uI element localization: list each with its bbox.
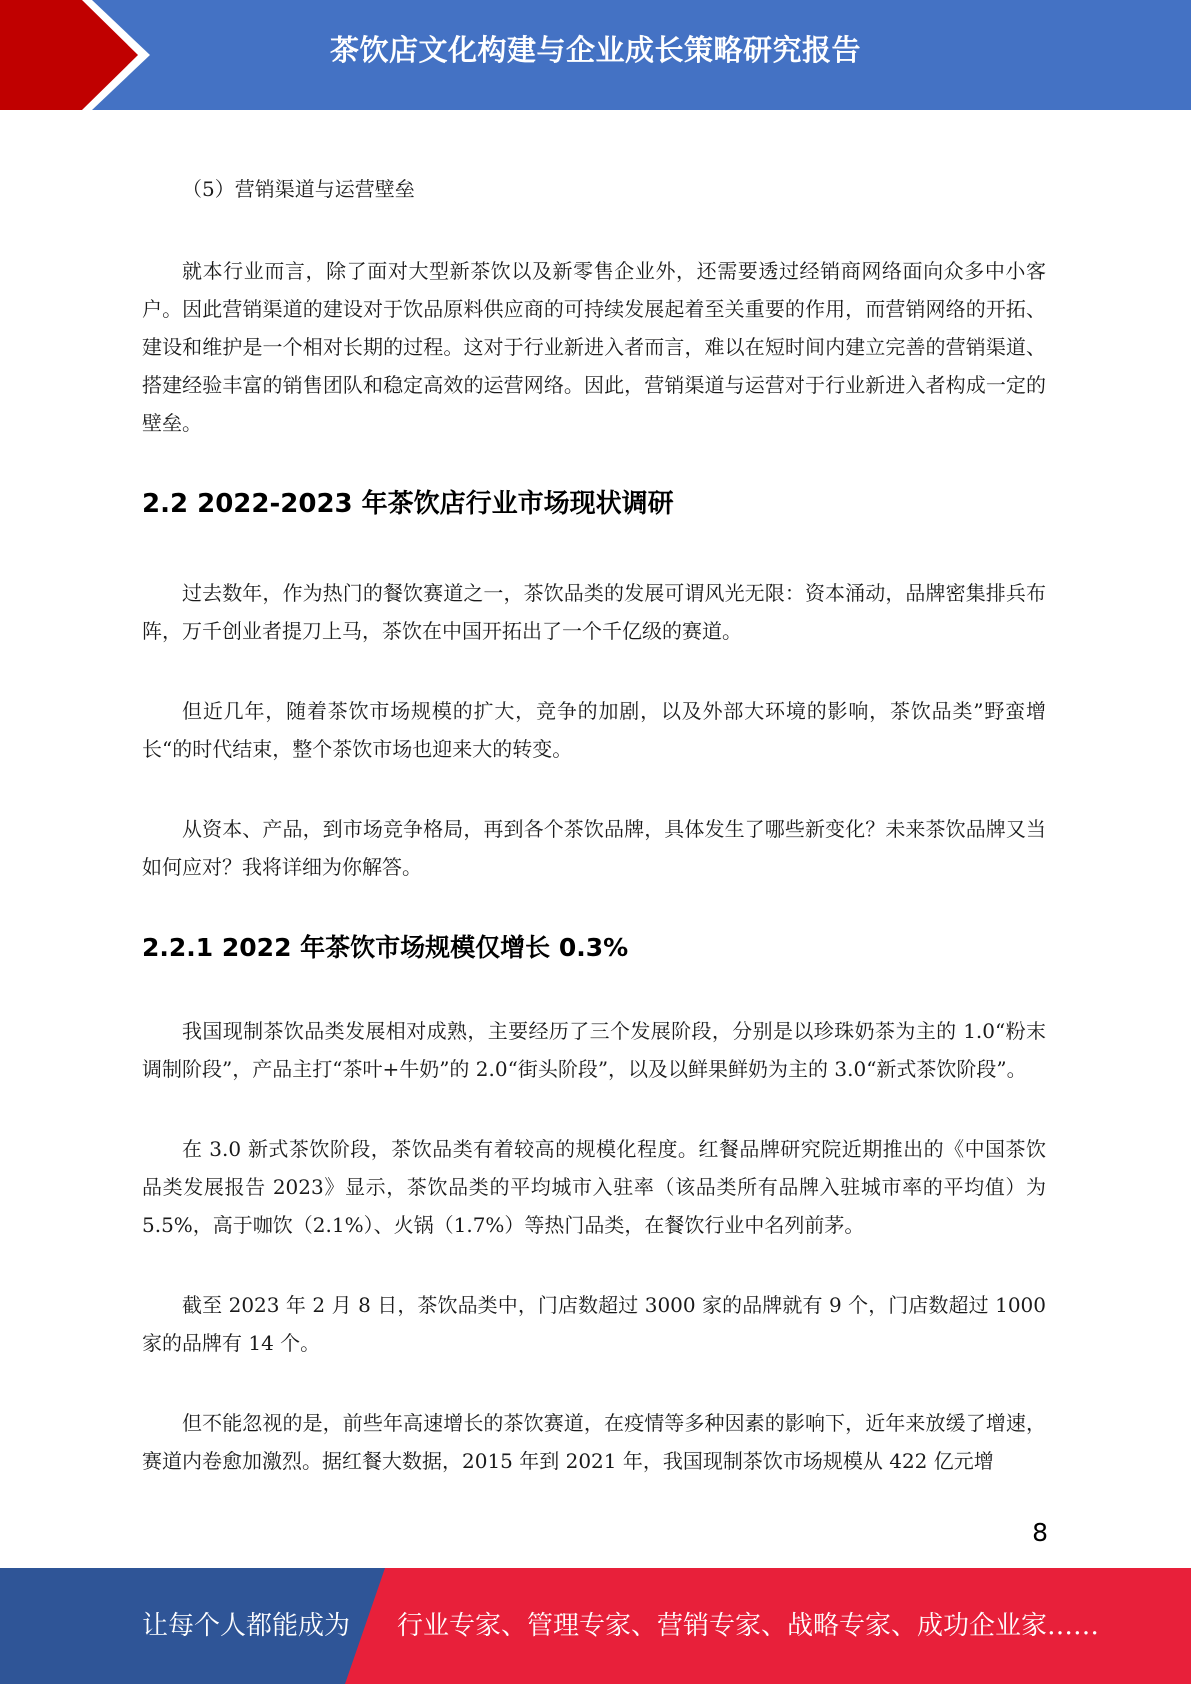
paragraph: 截至 2023 年 2 月 8 日，茶饮品类中，门店数超过 3000 家的品牌就有 9 个，门店数超过 1000 家的品牌有 14 个。 [142,1293,1046,1355]
paragraph: 在 3.0 新式茶饮阶段，茶饮品类有着较高的规模化程度。红餐品牌研究院近期推出的《中国茶饮品类发展报告 2023》显示，茶饮品类的平均城市入驻率（该品类所有品牌入驻城市率的平均值）为 5.5%，高于咖饮（2.1%）、火锅（1.7%）等热门品类，在餐饮行业中名列前茅。 [142,1137,1046,1237]
subheading-marketing-channels: （5）营销渠道与运营壁垒 [182,177,415,201]
section-heading-2-2-1: 2.2.1 2022 年茶饮市场规模仅增长 0.3% [142,933,629,962]
paragraph: 我国现制茶饮品类发展相对成熟，主要经历了三个发展阶段，分别是以珍珠奶茶为主的 1.0“粉末调制阶段”，产品主打“茶叶+牛奶”的 2.0“街头阶段”，以及以鲜果鲜奶为主的 3.0“新式茶饮阶段”。 [142,1019,1046,1081]
page-number: 8 [1032,1518,1048,1547]
footer-slogan-right: 行业专家、管理专家、营销专家、战略专家、成功企业家…… [397,1611,1100,1641]
paragraph: 就本行业而言，除了面对大型新茶饮以及新零售企业外，还需要透过经销商网络面向众多中小客户。因此营销渠道的建设对于饮品原料供应商的可持续发展起着至关重要的作用，而营销网络的开拓、建设和维护是一个相对长期的过程。这对于行业新进入者而言，难以在短时间内建立完善的营销渠道、搭建经验丰富的销售团队和稳定高效的运营网络。因此，营销渠道与运营对于行业新进入者构成一定的壁垒。 [142,259,1046,435]
paragraph: 但不能忽视的是，前些年高速增长的茶饮赛道，在疫情等多种因素的影响下，近年来放缓了增速，赛道内卷愈加激烈。据红餐大数据，2015 年到 2021 年，我国现制茶饮市场规模从 422 亿元增 [142,1411,1046,1473]
paragraph: 过去数年，作为热门的餐饮赛道之一，茶饮品类的发展可谓风光无限：资本涌动，品牌密集排兵布阵，万千创业者提刀上马，茶饮在中国开拓出了一个千亿级的赛道。 [142,581,1046,643]
paragraph: 但近几年，随着茶饮市场规模的扩大，竞争的加剧，以及外部大环境的影响，茶饮品类”野蛮增长“的时代结束，整个茶饮市场也迎来大的转变。 [142,699,1046,761]
section-heading-2-2: 2.2 2022-2023 年茶饮店行业市场现状调研 [142,489,674,519]
report-title: 茶饮店文化构建与企业成长策略研究报告 [329,33,861,67]
page-header [0,0,1191,110]
paragraph: 从资本、产品，到市场竞争格局，再到各个茶饮品牌，具体发生了哪些新变化？未来茶饮品牌又当如何应对？我将详细为你解答。 [142,817,1046,879]
page-content [142,170,1046,1522]
footer-slogan-left: 让每个人都能成为 [142,1611,351,1641]
page-footer [0,1568,1191,1684]
